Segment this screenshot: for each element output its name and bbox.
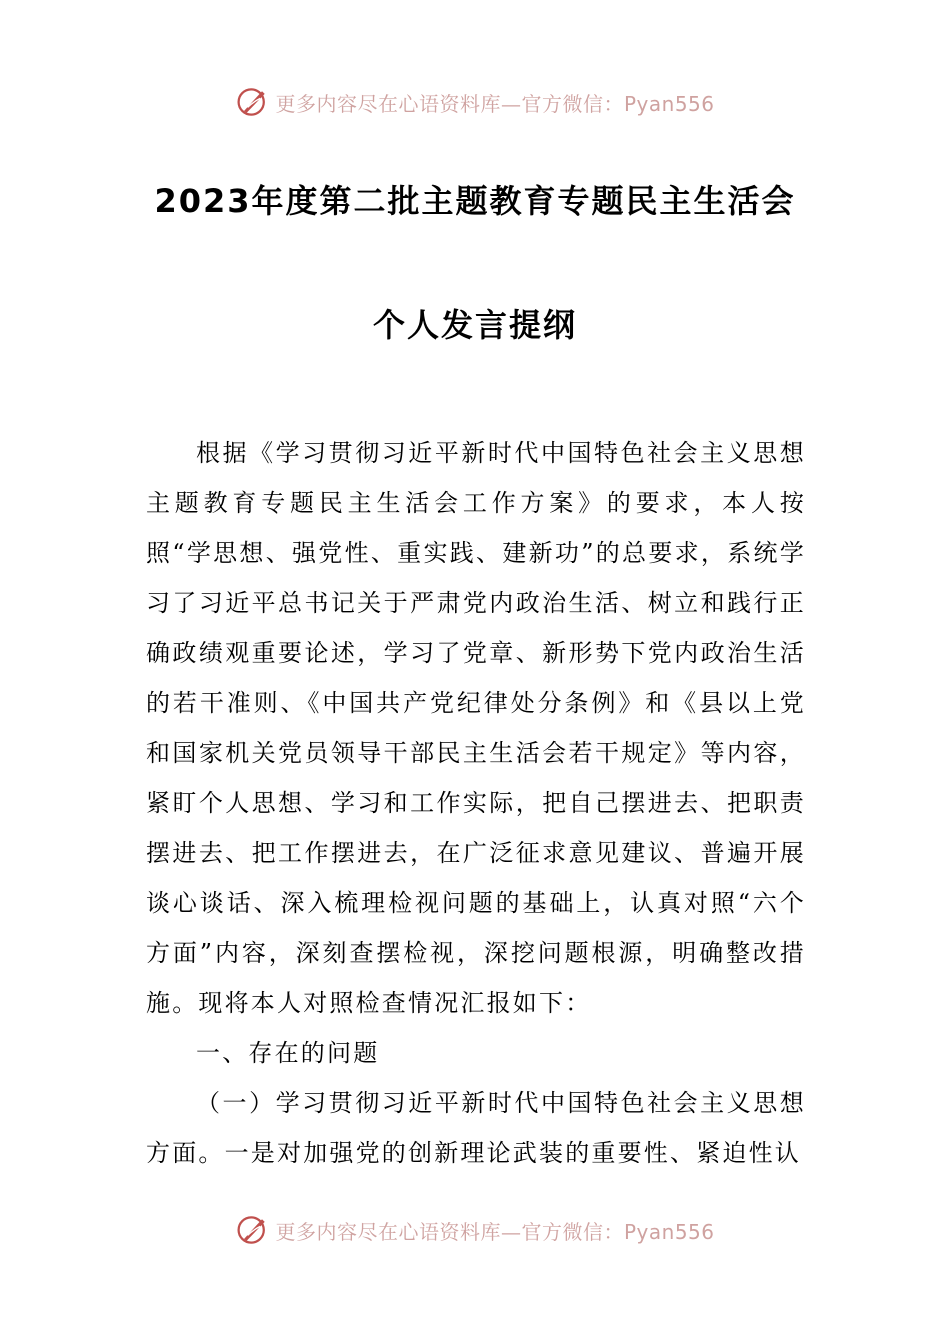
quill-logo-icon	[235, 1212, 271, 1248]
section-heading: 一、存在的问题	[196, 1039, 380, 1067]
watermark-header	[0, 82, 950, 122]
watermark-text: 更多内容尽在心语资料库—官方微信：Pyan556	[275, 91, 715, 116]
document-body	[146, 428, 806, 1178]
document-title: 2023年度第二批主题教育专题民主生活会	[154, 182, 796, 220]
watermark-footer	[0, 1210, 950, 1250]
body-paragraph: （一）学习贯彻习近平新时代中国特色社会主义思想方面。一是对加强党的创新理论武装的重要性、紧迫性认	[146, 1089, 806, 1167]
watermark-text: 更多内容尽在心语资料库—官方微信：Pyan556	[275, 1219, 715, 1244]
body-paragraph: 根据《学习贯彻习近平新时代中国特色社会主义思想主题教育专题民主生活会工作方案》的要求，本人按照“学思想、强党性、重实践、建新功”的总要求，系统学习了习近平总书记关于严肃党内政治生活、树立和践行正确政绩观重要论述，学习了党章、新形势下党内政治生活的若干准则、《中国共产党纪律处分条例》和《县以上党和国家机关党员领导干部民主生活会若干规定》等内容，紧盯个人思想、学习和工作实际，把自己摆进去、把职责摆进去、把工作摆进去，在广泛征求意见建议、普遍开展谈心谈话、深入梳理检视问题的基础上，认真对照“六个方面”内容，深刻查摆检视，深挖问题根源，明确整改措施。现将本人对照检查情况汇报如下：	[146, 439, 806, 1017]
document-subtitle: 个人发言提纲	[372, 306, 577, 344]
quill-logo-icon	[235, 84, 271, 120]
